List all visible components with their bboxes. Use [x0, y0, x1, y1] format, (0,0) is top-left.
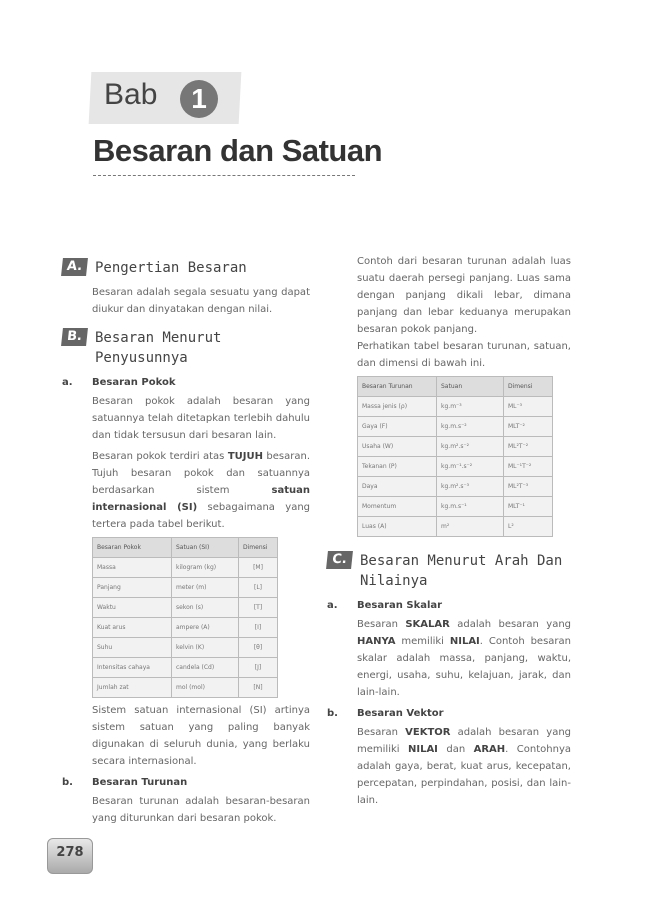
table-cell: Suhu [93, 638, 172, 658]
section-letter: A. [61, 258, 88, 276]
chapter-title: Besaran dan Satuan [93, 133, 383, 168]
table-cell: Tekanan (P) [358, 457, 437, 477]
table-cell: ML⁻¹T⁻² [504, 457, 553, 477]
table-cell: [N] [239, 678, 278, 698]
table-cell: kg.m.s⁻² [437, 417, 504, 437]
section-title: Pengertian Besaran [95, 260, 247, 276]
table-cell: Kuat arus [93, 618, 172, 638]
paragraph: Besaran turunan adalah besaran-besaran yang diturunkan dari besaran pokok. [92, 796, 310, 824]
chapter-label: Bab [104, 78, 158, 111]
table-cell: Daya [358, 477, 437, 497]
table-row [93, 578, 278, 598]
subsection-heading: a. Besaran Skalar [327, 600, 443, 611]
section-title: Besaran Menurut Arah Dan Nilainya [360, 553, 563, 589]
table-cell: [T] [239, 598, 278, 618]
table-cell: kelvin (K) [172, 638, 239, 658]
paragraph: Contoh dari besaran turunan adalah luas suatu daerah persegi panjang. Luas sama dengan panjang dikali lebar, dimana panjang dan lebar keduanya merupakan besaran pokok panjang. [357, 256, 571, 335]
right-column [327, 253, 571, 813]
table-cell: Intensitas cahaya [93, 658, 172, 678]
table-cell: Usaha (W) [358, 437, 437, 457]
table-cell: kg.m⁻¹.s⁻² [437, 457, 504, 477]
table-header-row [358, 377, 553, 397]
column-header: Dimensi [504, 377, 553, 397]
table-row [358, 397, 553, 417]
paragraph: Besaran pokok adalah besaran yang satuannya telah ditetapkan terlebih dahulu dan tidak tersusun dari besaran lain. [92, 396, 310, 441]
table-cell: meter (m) [172, 578, 239, 598]
table-row [358, 497, 553, 517]
paragraph: Besaran VEKTOR adalah besaran yang memiliki NILAI dan ARAH. Contohnya adalah gaya, berat, kuat arus, kecepatan, percepatan, perpindahan, posisi, dan lain-lain. [357, 727, 572, 806]
derived-quantities-table [357, 376, 553, 537]
table-header-row [93, 538, 278, 558]
section-letter: B. [61, 328, 88, 346]
subsection-heading: b. Besaran Turunan [62, 777, 188, 788]
left-column [62, 252, 310, 831]
section-b-heading [62, 328, 310, 368]
paragraph: Perhatikan tabel besaran turunan, satuan, dan dimensi di bawah ini. [357, 341, 571, 369]
table-row [358, 477, 553, 497]
section-letter: C. [326, 551, 353, 569]
table-cell: Massa jenis (ρ) [358, 397, 437, 417]
title-divider [93, 175, 355, 176]
table-cell: kilogram (kg) [172, 558, 239, 578]
paragraph: Besaran SKALAR adalah besaran yang HANYA memiliki NILAI. Contoh besaran skalar adalah massa, panjang, waktu, energi, usaha, suhu, kelajuan, jarak, dan lain-lain. [357, 619, 572, 698]
table-cell: [θ] [239, 638, 278, 658]
table-cell: Jumlah zat [93, 678, 172, 698]
table-cell: ML²T⁻³ [504, 477, 553, 497]
column-header: Dimensi [239, 538, 278, 558]
table-cell: kg.m⁻³ [437, 397, 504, 417]
table-cell: [J] [239, 658, 278, 678]
subsection-heading: a. Besaran Pokok [62, 377, 176, 388]
table-row [93, 598, 278, 618]
table-cell: kg.m².s⁻² [437, 437, 504, 457]
section-c-heading [327, 551, 571, 591]
column-header: Satuan [437, 377, 504, 397]
table-cell: [I] [239, 618, 278, 638]
table-row [358, 437, 553, 457]
table-cell: Gaya (F) [358, 417, 437, 437]
table-cell: MLT⁻¹ [504, 497, 553, 517]
table-cell: m² [437, 517, 504, 537]
paragraph: Besaran pokok terdiri atas TUJUH besaran. Tujuh besaran pokok dan satuannya berdasarkan sistem satuan internasional (SI) sebagaimana yang tertera pada tabel berikut. [92, 451, 311, 530]
table-cell: L² [504, 517, 553, 537]
chapter-number: 1 [180, 80, 218, 118]
table-cell: ML⁻³ [504, 397, 553, 417]
table-row [93, 558, 278, 578]
table-cell: [M] [239, 558, 278, 578]
page-number: 278 [47, 838, 93, 874]
table-row [358, 517, 553, 537]
base-quantities-table [92, 537, 278, 698]
table-cell: sekon (s) [172, 598, 239, 618]
table-cell: MLT⁻² [504, 417, 553, 437]
table-cell: kg.m².s⁻³ [437, 477, 504, 497]
table-row [358, 457, 553, 477]
column-header: Besaran Turunan [358, 377, 437, 397]
paragraph: Sistem satuan internasional (SI) artinya sistem satuan yang paling banyak digunakan di seluruh dunia, yang berlaku secara internasional. [92, 705, 310, 767]
table-cell: Massa [93, 558, 172, 578]
table-cell: ML²T⁻² [504, 437, 553, 457]
table-row [93, 658, 278, 678]
table-cell: Waktu [93, 598, 172, 618]
table-row [93, 678, 278, 698]
table-cell: Panjang [93, 578, 172, 598]
paragraph: Besaran adalah segala sesuatu yang dapat diukur dan dinyatakan dengan nilai. [92, 287, 310, 315]
table-cell: mol (mol) [172, 678, 239, 698]
table-row [93, 638, 278, 658]
table-row [93, 618, 278, 638]
column-header: Besaran Pokok [93, 538, 172, 558]
column-header: Satuan (SI) [172, 538, 239, 558]
table-cell: Momentum [358, 497, 437, 517]
table-row [358, 417, 553, 437]
table-cell: candela (Cd) [172, 658, 239, 678]
table-cell: ampere (A) [172, 618, 239, 638]
table-cell: Luas (A) [358, 517, 437, 537]
table-cell: [L] [239, 578, 278, 598]
table-cell: kg.m.s⁻¹ [437, 497, 504, 517]
section-a-heading [62, 258, 310, 278]
section-title: Besaran Menurut Penyusunnya [95, 330, 222, 366]
subsection-heading: b. Besaran Vektor [327, 708, 444, 719]
